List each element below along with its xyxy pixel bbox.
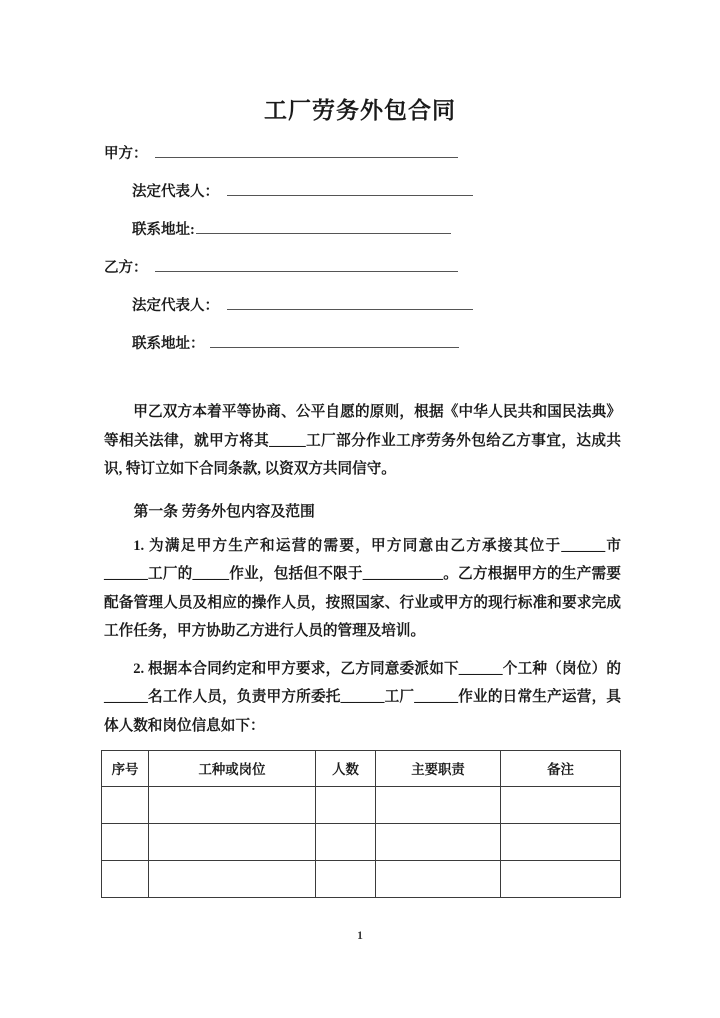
fill-in-blank[interactable]: ______ — [104, 566, 148, 582]
party-information-block — [104, 142, 624, 370]
table-header-cell: 备注 — [501, 751, 621, 787]
table-cell[interactable] — [376, 824, 501, 861]
page-title: 工厂劳务外包合同 — [264, 98, 456, 123]
party-b-legal-rep-row — [104, 294, 624, 332]
table-header-cell: 人数 — [316, 751, 376, 787]
table-cell[interactable] — [149, 787, 316, 824]
party-a-name-row — [104, 142, 624, 180]
party-b-address-fill-line[interactable] — [210, 347, 459, 348]
table-cell[interactable] — [376, 861, 501, 898]
party-a-address-row — [104, 218, 624, 256]
table-row — [102, 787, 621, 824]
table-cell[interactable] — [316, 787, 376, 824]
party-a-address-fill-line[interactable] — [196, 233, 451, 234]
contract-body — [104, 398, 621, 744]
party-a-address-label: 联系地址: — [132, 222, 195, 238]
party-b-name-row — [104, 256, 624, 294]
table-cell[interactable] — [501, 861, 621, 898]
fill-in-blank[interactable]: _____ — [192, 566, 229, 582]
table-header-cell: 序号 — [102, 751, 149, 787]
fill-in-blank[interactable]: ______ — [561, 537, 606, 554]
party-b-address-label: 联系地址： — [132, 336, 205, 352]
fill-in-blank[interactable]: ______ — [104, 689, 148, 705]
preamble-paragraph: 甲乙双方本着平等协商、公平自愿的原则，根据《中华人民共和国民法典》等相关法律，就甲方将其_____工厂部分作业工序劳务外包给乙方事宜，达成共识, 特订立如下合同条款, 以资双方共同信守。 — [104, 404, 621, 477]
fill-in-blank[interactable]: _____ — [269, 432, 306, 449]
clause-1-heading: 第一条 劳务外包内容及范围 — [133, 503, 315, 520]
party-b-name-fill-line[interactable] — [155, 271, 458, 272]
position-roster-table — [101, 750, 621, 898]
table-header-cell: 主要职责 — [376, 751, 501, 787]
table-cell[interactable] — [149, 861, 316, 898]
table-cell[interactable] — [102, 861, 149, 898]
table-cell[interactable] — [501, 787, 621, 824]
party-a-legal-rep-fill-line[interactable] — [227, 195, 473, 196]
party-b-name-label: 乙方： — [104, 260, 148, 276]
table-row — [102, 861, 621, 898]
page-number: 1 — [357, 930, 363, 942]
table-header-cell: 工种或岗位 — [149, 751, 316, 787]
table-cell[interactable] — [501, 824, 621, 861]
table-body — [102, 787, 621, 898]
fill-in-blank[interactable]: ___________ — [362, 566, 443, 582]
table-cell[interactable] — [316, 824, 376, 861]
table-cell[interactable] — [376, 787, 501, 824]
party-a-name-fill-line[interactable] — [155, 157, 458, 158]
party-b-legal-rep-label: 法定代表人： — [132, 298, 219, 314]
party-b-legal-rep-fill-line[interactable] — [227, 309, 473, 310]
table-cell[interactable] — [102, 824, 149, 861]
table-cell[interactable] — [102, 787, 149, 824]
party-b-address-row — [104, 332, 624, 370]
clause-1-item-1: 1. 为满足甲方生产和运营的需要，甲方同意由乙方承接其位于______市______工厂的_____作业，包括但不限于___________。乙方根据甲方的生产需要配备管理人员及相应的操作人员，按照国家、行业或甲方的现行标准和要求完成工作任务，甲方协助乙方进行人员的管理及培训。 — [104, 537, 621, 639]
party-a-name-label: 甲方： — [104, 146, 148, 162]
fill-in-blank[interactable]: ______ — [458, 660, 503, 677]
clause-1-item-2: 2. 根据本合同约定和甲方要求，乙方同意委派如下______个工种（岗位）的______名工作人员，负责甲方所委托______工厂______作业的日常生产运营，具体人数和岗位信息如下： — [104, 660, 621, 734]
table-row — [102, 824, 621, 861]
table-cell[interactable] — [149, 824, 316, 861]
table-cell[interactable] — [316, 861, 376, 898]
table-header-row — [102, 751, 621, 787]
party-a-legal-rep-row — [104, 180, 624, 218]
fill-in-blank[interactable]: ______ — [340, 689, 385, 705]
party-a-legal-rep-label: 法定代表人： — [132, 184, 219, 200]
fill-in-blank[interactable]: ______ — [414, 689, 459, 705]
